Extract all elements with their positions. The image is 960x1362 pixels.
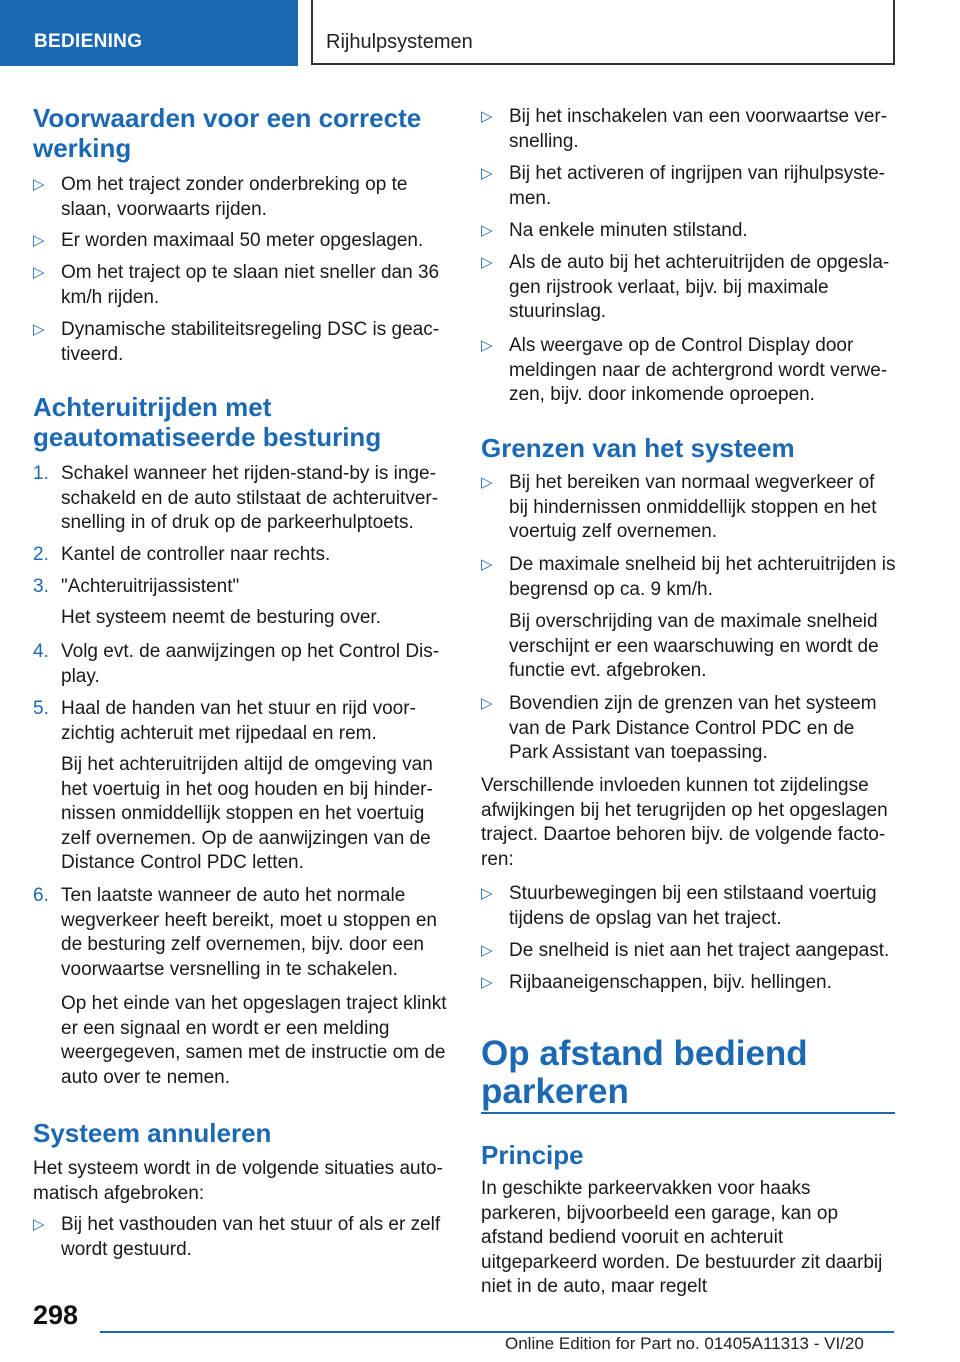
step-note: Bij het achteruitrijden altijd de omgeving van het voertuig in het oog houden en bij hindernissen onmiddellijk stoppen en het voertuig zelf overnemen. Op de aanwijzingen van de Distance Control PDC letten. [61, 754, 433, 873]
bullet-icon: ▷ [481, 108, 493, 125]
list-item: ▷ Na enkele minuten stilstand. [481, 219, 896, 244]
cancel-intro: Het systeem wordt in de volgende situaties automatisch afgebroken: [33, 1158, 443, 1204]
influences-intro: Verschillende invloeden kunnen tot zijdelingse afwijkingen bij het terugrijden op het opgeslagen traject. Daartoe behoren bijv. de volgende factoren: [481, 775, 888, 870]
footer-edition: Online Edition for Part no. 01405A11313 - VI/20 [505, 1334, 864, 1353]
list-item: ▷ Bovendien zijn de grenzen van het systeem van de Park Distance Control PDC en de Park Assistant van toepassing. [481, 693, 877, 763]
bullet-icon: ▷ [481, 222, 493, 239]
list-item: ▷ De snelheid is niet aan het traject aangepast. [481, 939, 896, 964]
list-item: ▷ Dynamische stabiliteitsregeling DSC is geactiveerd. [33, 319, 440, 365]
heading-conditions: Voorwaarden voor een correcte werking [33, 103, 422, 163]
bullet-icon: ▷ [481, 474, 493, 491]
bullet-icon: ▷ [33, 232, 45, 249]
list-item: ▷ Als de auto bij het achteruitrijden de opgeslagen rijstrook verlaat, bijv. bij maximale stuurinslag. [481, 252, 890, 322]
bullet-icon: ▷ [481, 556, 493, 573]
page-number: 298 [33, 1300, 79, 1330]
step-item: 4. Volg evt. de aanwijzingen op het Control Display. [33, 641, 440, 687]
heading-remote-parking: Op afstand bediend parkeren [481, 1034, 808, 1111]
step-note: Op het einde van het opgeslagen traject klinkt er een signaal en wordt er een melding weergegeven, samen met de instructie om de auto over te nemen. [61, 993, 447, 1088]
list-item: ▷ Als weergave op de Control Display door meldingen naar de achtergrond wordt verwezen, bijv. door inkomende oproepen. [481, 335, 888, 405]
heading-cancel: Systeem annuleren [33, 1118, 272, 1148]
principle-text: In geschikte parkeervakken voor haaks parkeren, bijvoorbeeld een garage, kan op afstand bediend vooruit en achteruit uitgeparkeerd worden. De bestuurder zit daarbij niet in de auto, maar regelt [481, 1178, 883, 1297]
list-item: ▷ Rijbaaneigenschappen, bijv. hellingen. [481, 971, 896, 996]
bullet-icon: ▷ [33, 176, 45, 193]
bullet-icon: ▷ [481, 942, 493, 959]
step-item: 1. Schakel wanneer het rijden-stand-by is ingeschakeld en de auto stilstaat de achteruitversnelling in of druk op de parkeerhulptoets. [33, 463, 439, 533]
step-item: 6. Ten laatste wanneer de auto het normale wegverkeer heeft bereikt, moet u stoppen en de besturing zelf overnemen, bijv. door een voorwaartse versnelling in te schakelen. [33, 885, 438, 980]
heading-rule [481, 1112, 895, 1114]
heading-limits: Grenzen van het systeem [481, 433, 795, 463]
heading-reverse: Achteruitrijden met geautomatiseerde besturing [33, 392, 382, 452]
bullet-icon: ▷ [481, 337, 493, 354]
list-item: ▷ De maximale snelheid bij het achteruitrijden is begrensd op ca. 9 km/h. [481, 554, 896, 600]
step-item: 5. Haal de handen van het stuur en rijd voorzichtig achteruit met rijpedaal en rem. [33, 698, 416, 744]
bullet-icon: ▷ [33, 1216, 45, 1233]
bullet-icon: ▷ [481, 165, 493, 182]
list-item: ▷ Er worden maximaal 50 meter opgeslagen. [33, 229, 448, 254]
bullet-icon: ▷ [33, 264, 45, 281]
list-item: ▷ Bij het vasthouden van het stuur of als er zelf wordt gestuurd. [33, 1214, 441, 1260]
limits-note: Bij overschrijding van de maximale snelheid verschijnt er een waarschuwing en wordt de functie evt. afgebroken. [509, 611, 879, 681]
list-item: ▷ Bij het inschakelen van een voorwaartse versnelling. [481, 106, 888, 152]
heading-principle: Principe [481, 1140, 584, 1170]
list-item: ▷ Bij het bereiken van normaal wegverkeer of bij hindernissen onmiddellijk stoppen en het voertuig zelf overnemen. [481, 472, 877, 542]
step-note: Het systeem neemt de besturing over. [61, 607, 381, 628]
bullet-icon: ▷ [33, 321, 45, 338]
bullet-icon: ▷ [481, 695, 493, 712]
step-item: 3. "Achteruitrijassistent" [33, 576, 240, 597]
list-item: ▷ Bij het activeren of ingrijpen van rijhulpsystemen. [481, 163, 885, 209]
chapter-title: Rijhulpsystemen [311, 0, 895, 65]
bullet-icon: ▷ [481, 974, 493, 991]
section-tab: BEDIENING [0, 0, 298, 66]
list-item: ▷ Stuurbewegingen bij een stilstaand voertuig tijdens de opslag van het traject. [481, 883, 877, 929]
bullet-icon: ▷ [481, 254, 493, 271]
step-item: 2. Kantel de controller naar rechts. [33, 544, 331, 565]
list-item: ▷ Om het traject zonder onderbreking op te slaan, voorwaarts rijden. [33, 174, 408, 220]
bullet-icon: ▷ [481, 885, 493, 902]
list-item: ▷ Om het traject op te slaan niet sneller dan 36 km/h rijden. [33, 262, 440, 308]
footer-rule [100, 1331, 894, 1333]
